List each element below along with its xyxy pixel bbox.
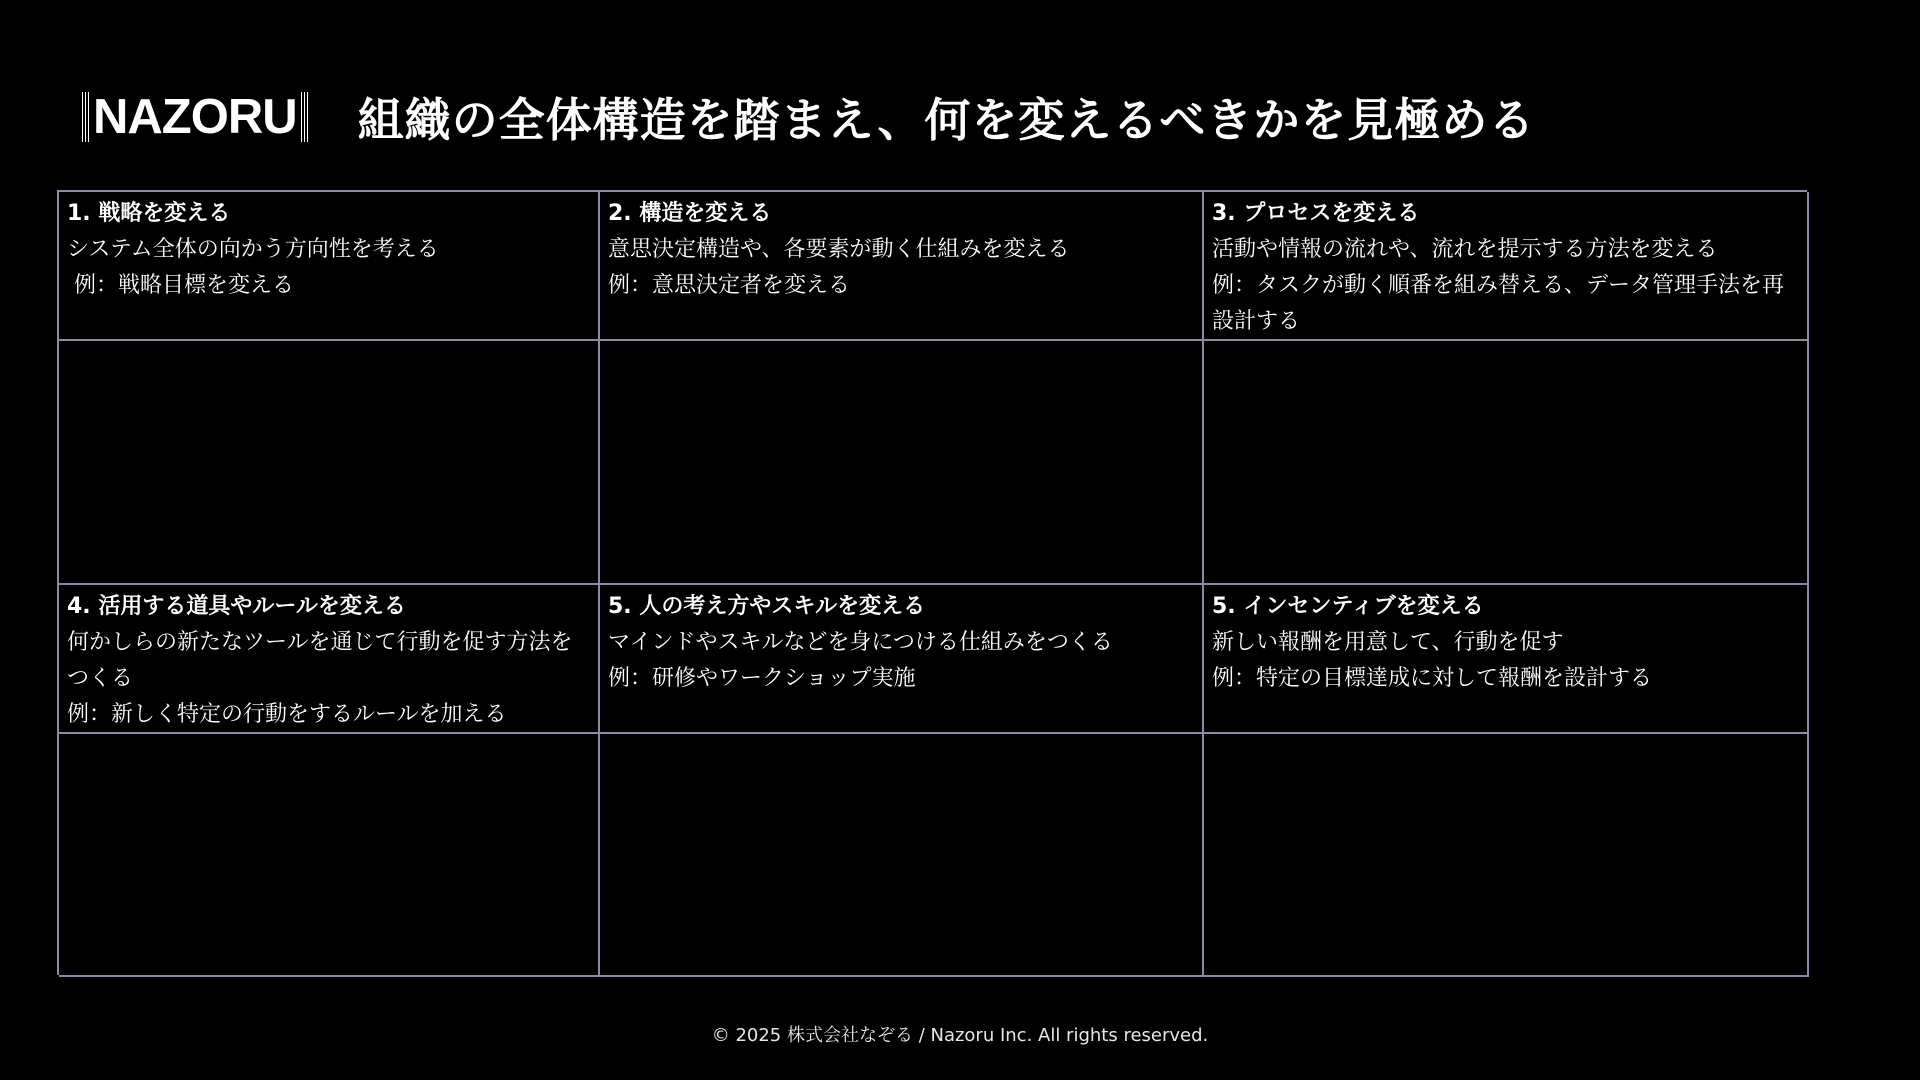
- input-area-process[interactable]: [1204, 341, 1809, 585]
- input-area-incentive[interactable]: [1204, 734, 1809, 977]
- card-example: 例：研修やワークショップ実施: [608, 666, 916, 691]
- input-area-tools-rules[interactable]: [59, 734, 600, 977]
- card-description: マインドやスキルなどを身につける仕組みをつくる: [608, 630, 1113, 655]
- card-description: 意思決定構造や、各要素が動く仕組みを変える: [608, 237, 1070, 262]
- card-example: 例：新しく特定の行動をするルールを加える: [67, 702, 507, 727]
- logo-right-bars: [301, 92, 308, 142]
- nazoru-logo: [76, 89, 314, 145]
- card-title: 4. 活用する道具やルールを変える: [67, 594, 406, 619]
- input-area-mindset-skills[interactable]: [600, 734, 1204, 977]
- card-description: 活動や情報の流れや、流れを提示する方法を変える: [1212, 237, 1718, 262]
- card-description: 新しい報酬を用意して、行動を促す: [1212, 630, 1564, 655]
- card-process: [1204, 192, 1809, 341]
- input-area-strategy[interactable]: [59, 341, 600, 585]
- logo-left-bars: [82, 92, 89, 142]
- card-title: 2. 構造を変える: [608, 201, 772, 226]
- card-description: システム全体の向かう方向性を考える: [67, 237, 439, 262]
- card-incentive: [1204, 585, 1809, 734]
- card-example: 例：戦略目標を変える: [67, 273, 294, 298]
- card-example: 例：タスクが動く順番を組み替える、データ管理手法を再設計する: [1212, 273, 1785, 334]
- input-area-structure[interactable]: [600, 341, 1204, 585]
- card-tools-rules: [59, 585, 600, 734]
- copyright-footer: © 2025 株式会社なぞる / Nazoru Inc. All rights reserved.: [711, 1025, 1209, 1046]
- slide-header: [76, 84, 1535, 150]
- card-structure: [600, 192, 1204, 341]
- card-title: 3. プロセスを変える: [1212, 201, 1420, 226]
- card-description: 何かしらの新たなツールを通じて行動を促す方法をつくる: [67, 630, 573, 691]
- card-strategy: [59, 192, 600, 341]
- card-mindset-skills: [600, 585, 1204, 734]
- card-title: 5. 人の考え方やスキルを変える: [608, 594, 926, 619]
- page-title: 組織の全体構造を踏まえ、何を変えるべきかを見極める: [357, 93, 1536, 147]
- logo-text: NAZORU: [93, 90, 297, 144]
- card-example: 例：意思決定者を変える: [608, 273, 851, 298]
- card-example: 例：特定の目標達成に対して報酬を設計する: [1212, 666, 1653, 691]
- card-title: 1. 戦略を変える: [67, 201, 231, 226]
- change-lever-grid: [57, 190, 1807, 975]
- card-title: 5. インセンティブを変える: [1212, 594, 1484, 619]
